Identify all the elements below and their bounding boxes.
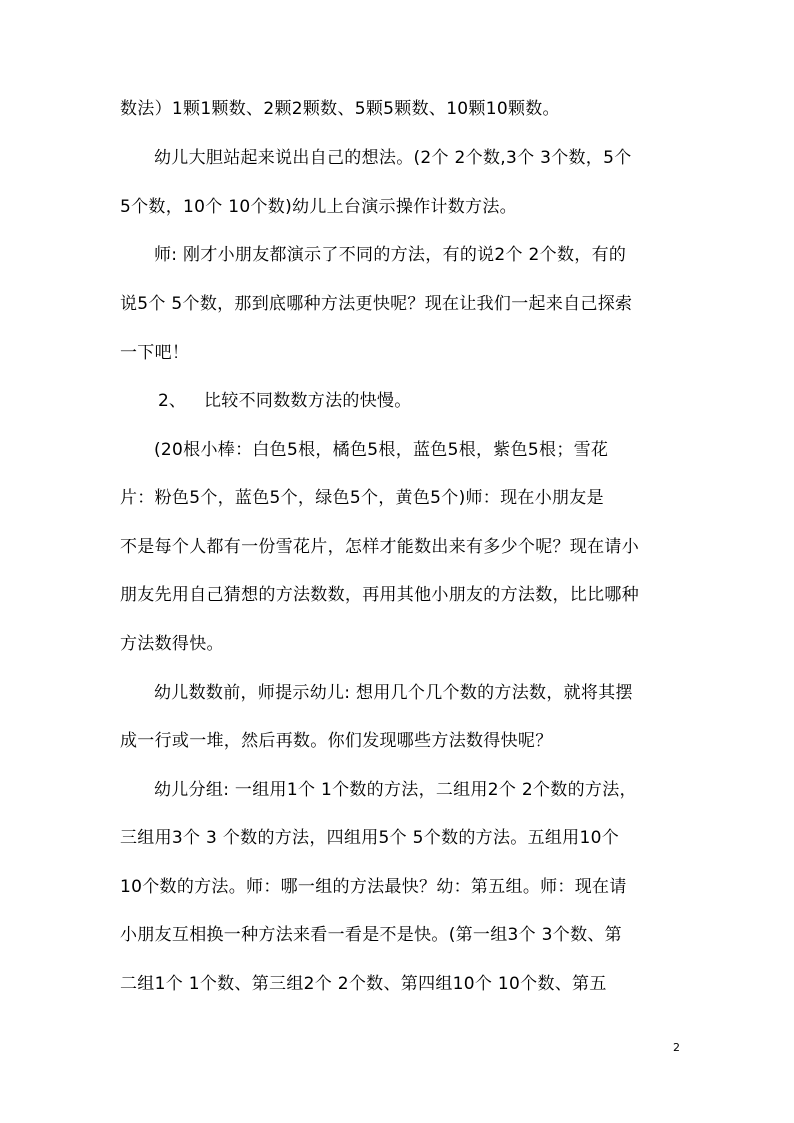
text-line: 10个数的方法。师：哪一组的方法最快？幼：第五组。师：现在请 <box>120 877 627 897</box>
text-line: 5个数，10个 10个数)幼儿上台演示操作计数方法。 <box>120 197 517 217</box>
text-line: 成一行或一堆，然后再数。你们发现哪些方法数得快呢？ <box>120 731 553 751</box>
text-line: 不是每个人都有一份雪花片，怎样才能数出来有多少个呢？现在请小 <box>120 537 639 557</box>
text-line: 幼儿分组: 一组用1个 1个数的方法，二组用2个 2个数的方法， <box>154 780 637 800</box>
text-line: (20根小棒：白色5根，橘色5根，蓝色5根，紫色5根；雪花 <box>154 440 609 460</box>
step-heading: 比较不同数数方法的快慢。 <box>204 391 412 411</box>
text-line: 师: 刚才小朋友都演示了不同的方法，有的说2个 2个数，有的 <box>154 245 627 265</box>
text-line: 数法）1颗1颗数、2颗2颗数、5颗5颗数、10颗10颗数。 <box>120 99 560 119</box>
text-line: 幼儿大胆站起来说出自己的想法。(2个 2个数,3个 3个数，5个 <box>154 148 632 168</box>
text-line: 朋友先用自己猜想的方法数数，再用其他小朋友的方法数，比比哪种 <box>120 585 639 605</box>
text-line: 方法数得快。 <box>120 634 224 654</box>
text-line: 一下吧！ <box>120 343 190 363</box>
text-line: 小朋友互相换一种方法来看一看是不是快。(第一组3个 3个数、第 <box>120 925 622 945</box>
text-line: 片：粉色5个，蓝色5个，绿色5个，黄色5个)师：现在小朋友是 <box>120 488 604 508</box>
text-line: 二组1个 1个数、第三组2个 2个数、第四组10个 10个数、第五 <box>120 974 607 994</box>
page-number: 2 <box>673 1041 680 1054</box>
text-line: 说5个 5个数，那到底哪种方法更快呢？现在让我们一起来自己探索 <box>120 294 633 314</box>
text-line: 三组用3个 3 个数的方法，四组用5个 5个数的方法。五组用10个 <box>120 828 620 848</box>
text-line: 幼儿数数前，师提示幼儿: 想用几个几个数的方法数，就将其摆 <box>154 683 633 703</box>
step-number: 2、 <box>158 391 186 411</box>
